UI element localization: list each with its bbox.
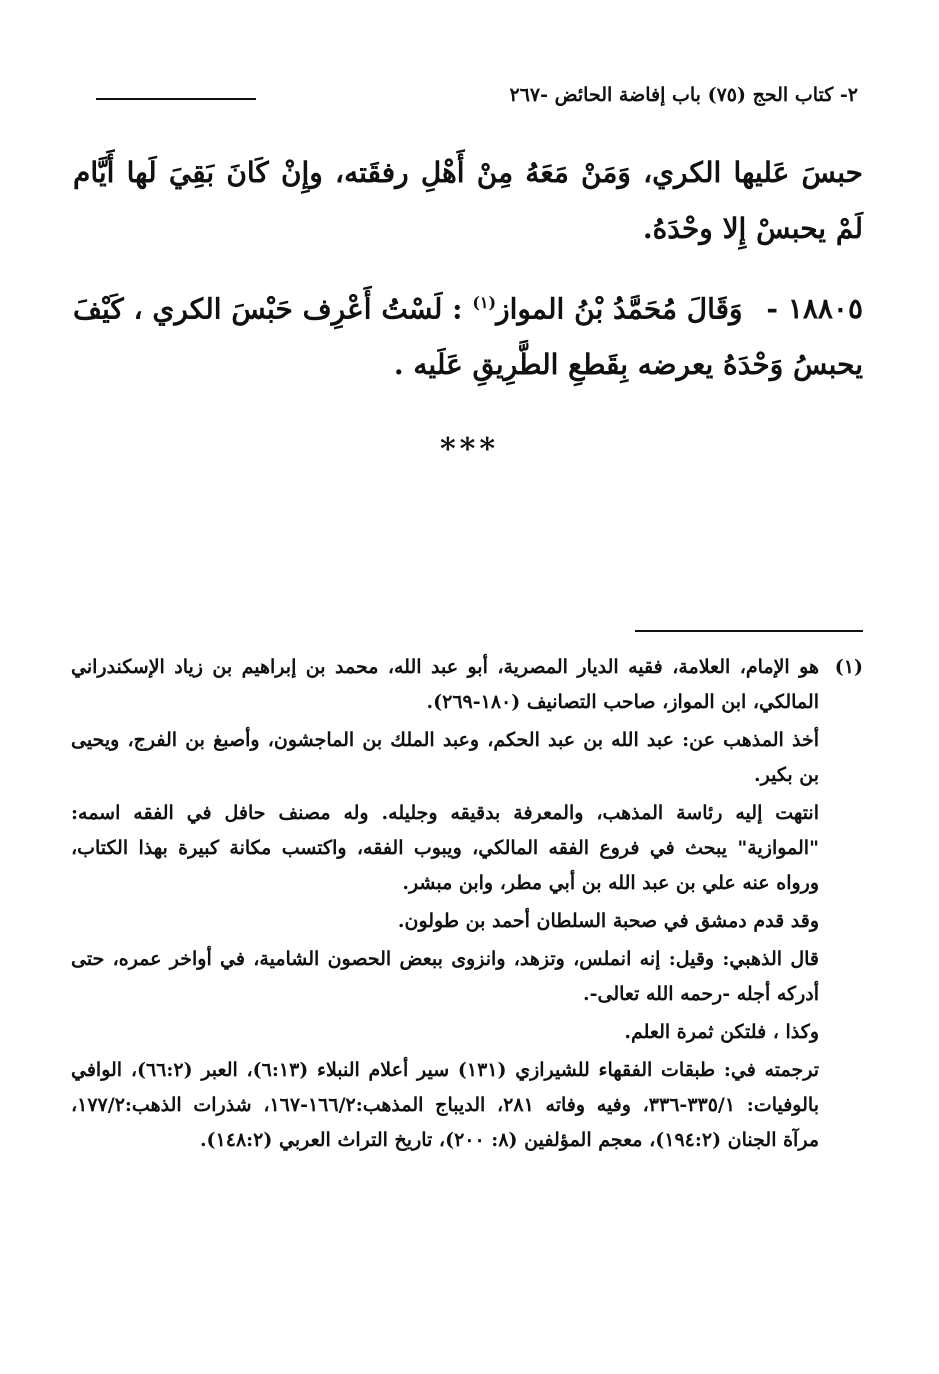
paragraph-text-start: وَقَالَ مُحَمَّدُ بْنُ المواز [496,292,743,326]
header-rule [96,98,256,100]
paragraph-continuation: حبسَ عَليها الكري، وَمَنْ مَعَهُ مِنْ أَهْلِ رفقَته، وإِنْ كَانَ بَقِيَ لَها أَيَّام لَمْ يحبسْ إِلا وحْدَهُ. [73,156,863,245]
footnote-1 [71,650,863,723]
section-separator: *** [439,432,500,467]
paragraph-number: ١٨٨٠٥ - [766,292,864,326]
footnote-line: هو الإمام، العلامة، فقيه الديار المصرية، أبو عبد الله، محمد بن إبراهيم بن زياد الإسكندراني المالكي، ابن المواز، صاحب التصانيف (١٨٠-٢٦٩). [71,656,819,713]
running-title: ٢- كتاب الحج (٧٥) باب إفاضة الحائض -٢٦٧ [509,84,858,106]
footnote-line: ترجمته في: طبقات الفقهاء للشيرازي (١٣١) سير أعلام النبلاء (٦:١٣)، العبر (٦٦:٢)، الوافي بالوفيات: ٣٣٥/١-٣٣٦، وفيه وفاته ٢٨١، الديباج المذهب:١٦٦/٢-١٦٧، شذرات الذهب:١٧٧/٢، مرآة الجنان (١٩٤:٢)، معجم المؤلفين (٨: ٢٠٠)، تاريخ التراث العربي (١٤٨:٢). [71,1059,820,1151]
footnote-line: وقد قدم دمشق في صحبة السلطان أحمد بن طولون. [397,910,819,932]
footnote-line: أخذ المذهب عن: عبد الله بن عبد الحكم، وعبد الملك بن الماجشون، وأصبغ بن الفرج، ويحيى بن بكير. [71,729,819,786]
footnote-line: قال الذهبي: وقيل: إنه انملس، وتزهد، وانزوى ببعض الحصون الشامية، في أواخر عمره، حتى أدركه أجله -رحمه الله تعالى-. [71,948,819,1005]
footnote-reference[interactable]: (١) [472,293,497,312]
footnote-marker: (١) [834,656,863,678]
footnotes [71,650,863,1161]
paragraph-18805 [73,275,863,393]
footnote-rule [635,630,863,632]
footnote-line: انتهت إليه رئاسة المذهب، والمعرفة بدقيقه وجليله. وله مصنف حافل في الفقه اسمه: "الموازية" يبحث في فروع الفقه المالكي، ويبوب الفقه، واكتسب مكانة كبيرة بهذا الكتاب، ورواه عنه علي بن عبد الله بن أبي مطر، وابن مبشر. [71,802,819,894]
running-header [96,84,864,106]
paragraph-text-end: : لَسْتُ أَعْرِف حَبْسَ الكري ، كَيْفَ يحبسُ وَحْدَهُ يعرضه بِقَطعِ الطَّرِيقِ عَلَيه . [73,292,863,382]
main-text [73,145,863,411]
footnote-line: وكذا ، فلتكن ثمرة العلم. [624,1021,819,1043]
